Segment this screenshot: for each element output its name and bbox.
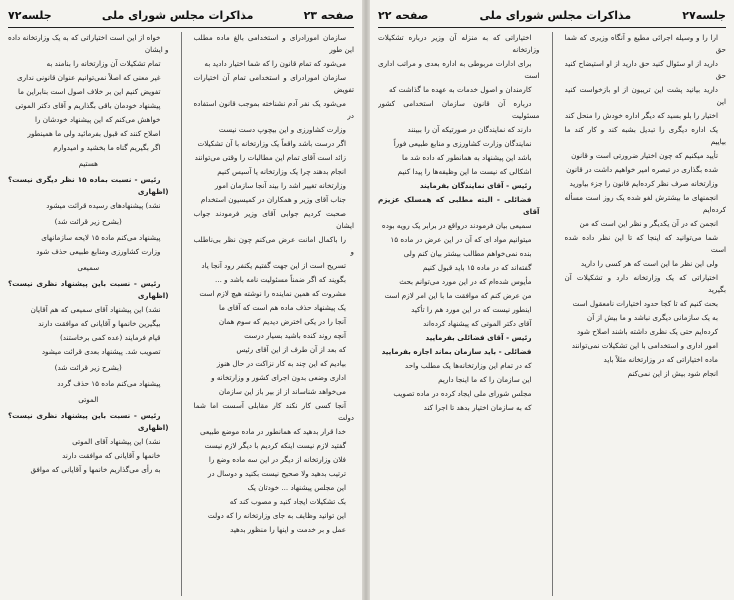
right-page-title: مذاکرات مجلس شورای ملی [479,8,632,22]
text-line: دارید از او سئوال کنید حق دارید از او استیضاح کنید حق [564,59,726,80]
text-line: اصلاح کنند که قبول بفرمائید ولی ما همینطور [27,129,161,138]
text-line: صحبت کردیم جوابی آقای وزیر فرمودند جواب ایشان [193,209,354,230]
text-line: آنجا کسی کار نکند کار مقابلی آسست اما شما دولت [193,401,354,422]
left-column-divider [181,32,182,596]
text-line: عمل و بر خدمت و اینها را منظور بدهید [230,525,346,534]
text-line: پیشنهاد می‌کنم ماده ۱۵ لایحه سازمانهای [41,233,161,242]
text-line: زائد است آقای تمام این مطالبات را وقتی می‌توانند [194,153,346,162]
text-line: رئیس - نسبت بماده ۱۵ نظر دیگری نیست؟ (اظهاری [8,175,169,196]
text-line: که بعد از آن طرف از این آقای رئیس [236,345,346,354]
left-page [0,0,362,600]
text-line: بحث کنیم که تا کجا حدود اختیارات نامعقول است [572,299,718,308]
right-page-session: جلسه۲۷ [682,8,726,22]
text-line: خدا قرار بدهید که همانطور در ماده موضع طبیعی [199,427,346,436]
text-line: آنچه روند کنده باشید بسیار درست [244,331,346,340]
text-line: رئیس - نسبت باین پیشنهاد نظری نیست؟ (اظهاری [8,279,169,300]
text-line: به یک سازمانی دیگری نباشد و ما بیش از آن [586,313,718,322]
text-line: اداری وضعی بدون اجرای کشور و وزارتخانه و [211,373,346,382]
right-page-columns [378,32,726,596]
text-line: ولی این نظر ما این است که هر کسی را دارید [580,259,718,268]
text-line: سمیعی [77,263,100,272]
text-line: رئیس - نسبت باین پیشنهاد نظری نیست؟ (اظهاری [8,411,169,432]
text-line: تأیید میکنیم که چون اختیار ضرورتی است و قانون [571,151,718,160]
text-line: اینطور نیست که در این مورد هم را تأکید [411,305,532,314]
text-line: انجام بدهند چرا یک وزارتخانه یا آسیس کنیم [217,167,346,176]
text-line: پیشنهاد می‌کنم ماده ۱۵ حذف گردد [57,379,161,388]
left-page-col-left [8,32,169,596]
text-line: که در تمام این وزارتخانه‌ها یک مطلب واحد [404,361,532,370]
text-line: کارمندان و اصول خدمات به عهده ما گذاشت که [388,85,532,94]
right-column-divider [552,32,553,596]
text-line: امور اداری و استخدامی با این تشکیلات نمی‌توانند [571,341,718,350]
text-line: این سازمان را که ما اینجا داریم [438,375,532,384]
text-line: تسریح است از این جهت گفتیم یکنفر رود آنجا یاد [201,261,346,270]
text-line: می‌شود که تمام قانون را که شما اختیار دادید به [204,59,346,68]
text-line: انجمنهای ما بیشترش لغو شده یک روز است مسأله کرده‌ایم [564,193,726,214]
text-line: مأیوس شده‌ام که در این مورد می‌توانم بحث [399,277,532,286]
text-line: نشد) این پیشنهاد آقای سمیعی که هم آقایان [30,305,161,314]
text-line: دارید بیانید پشت این تریبون از او بازخواست کنید این [564,85,726,106]
left-page-col-right [194,32,355,596]
text-line: اختیاراتی که یک وزارتخانه دارد و تشکیلات آن بگیرید [564,273,726,294]
text-line: این توانید وظایف به جای وزارتخانه را که دولت [207,511,346,520]
text-line: آنجا را در یکی اخترض دیدیم که سوم همان [218,317,346,326]
text-line: دارند که نمایندگان در صورتیکه آن را ببینند [407,125,532,134]
text-line: تمام تشکیلات آن وزارتخانه را بنامند به [46,59,161,68]
right-page [370,0,734,600]
right-header-rule [378,27,726,28]
text-line: سمیعی بیان فرمودند درواقع در برابر یک رویه بوده [381,221,532,230]
text-line: برای ادارات مربوطی به اداره بعدی و مراتب اداری است [378,59,540,80]
text-line: یک اداره دیگری را تبدیل بشبه کند و کار کند ما بیاییم [564,125,726,146]
text-line: یک پیشنهاد حذف ماده هم است که آقای ما [218,303,346,312]
text-line: باشد این پیشنهاد به همانطور که داده شد ما [401,153,532,162]
text-line: تصویب شد. پیشنهاد بعدی قرائت میشود [41,347,161,356]
text-line: رئیس - آقای نمایندگان بفرمایند [419,181,532,190]
text-line: وزارتخانه صرف نظر کرده‌ایم قانون را جزء بیاورید [569,179,718,188]
text-line: رئیس - آقای فضائلی بفرمایید [425,333,532,342]
book-gutter [362,0,370,600]
text-line: را باکمال امانت عرض می‌کنم چون نظر بی‌ناطلب و [193,235,354,256]
text-line: جناب آقای وزیر و همکاران در کمیسیون استخدام [200,195,346,204]
text-line: پیشنهاد خودمان باقی بگذاریم و آقای دکتر الموتی [15,101,161,110]
text-line: سازمان امورادرای و استخدامی بالغ ماده مطلب این طور [193,33,354,54]
left-page-header [8,4,354,26]
text-line: فضائلی - البته مطلبی که همسلک عزیزم آقای [378,195,540,216]
text-line: فلان وزارتخانه از دیگر در این سه ماده وضع را [208,455,346,464]
text-line: وزارتخانه تغییر اشد را بیند آنجا سازمان امور [214,181,346,190]
text-line: گفتید لازم نیست اینکه کردیم با دیگر لازم نیست [204,441,346,450]
text-line: انجام شود بیش از این نمی‌کنم [627,369,718,378]
text-line: (بشرح زیر قرائت شد) [54,217,122,226]
text-line: خواهش می‌کنم که این پیشنهاد خودشان را [34,115,161,124]
left-header-rule [8,27,354,28]
text-line: خواه از این است اختیاراتی که به یک وزارتخانه داده و ایشان [8,33,169,54]
text-line: نشد) پیشنهادهای رسیده قرائت میشود [46,201,161,210]
text-line: بگویند که اگر ضمناً مسئولیت نامه باشد و ... [215,275,346,284]
text-line: میتوانیم مواد ای که آن در این عرض در ماده ۱۵ [390,235,532,244]
text-line: بیگیرین خانمها و آقایانی که موافقت دارند [38,319,161,328]
right-page-col-right [565,32,727,596]
left-page-title: مذاکرات مجلس شورای ملی [101,8,254,22]
text-line: به رأی می‌گذاریم خانمها و آقایانی که موافق [30,465,161,474]
text-line: که به سازمان اختیار بدهد تا اجرا کند [423,403,532,412]
right-page-header [378,4,726,26]
text-line: ماده اختیاراتی که در وزارتخانه مثلاً باید [603,355,718,364]
text-line: وزارت کشاورزی ومنابع طبیعی حذف شود [36,247,161,256]
text-line: بک تشکیلات ایجاد کنید و مصوب کند که [229,497,346,506]
text-line: کرده‌ایم حتی یک نظری داشته باشند اصلاح شود [576,327,718,336]
left-page-session: جلسه۷۲ [8,8,52,22]
text-line: ترتیب بدهید ولا صحیح نیست بکنید و دوسال در [207,469,346,478]
text-line: تفویض کنیم این بر خلاف اصول است بنابراین ما [17,87,161,96]
text-line: انجمن که در آن یکدیگر و نظر این است که من [579,219,718,228]
text-line: اگر بگیریم گناه ما بخشید و امیدوارم [53,143,161,152]
text-line: اشکالی که نیست ما این وظیفه‌ها را پیدا کنیم [397,167,532,176]
text-line: (بشرح زیر قرائت شد) [54,363,122,372]
text-line: فضائلی - باید سازمان بماند اجازه بفرمایید [381,347,532,356]
text-line: قیام فرمایند (عده کمی برخاستند) [59,333,161,342]
text-line: بنده نمی‌خواهم مطالب بیشتر بیان کنم ولی [403,249,532,258]
text-line: می‌خواهد شناساند از از بیر باز این سازمان [218,387,346,396]
text-line: آقای دکتر الموتی که پیشنهاد کرده‌اند [423,319,532,328]
text-line: شما می‌توانید که اینجا که تا این نظر داده شده است [564,233,726,254]
right-page-col-left [378,32,540,596]
text-line: درباره آن قانون سازمان استخدامی کشور مسئولیت [378,99,540,120]
text-line: می‌شود یک نفر آدم نشناخته بموجب قانون استفاده در [193,99,354,120]
text-line: نمایندگان وزارت کشاورزی و منابع طبیعی فوراً [393,139,532,148]
text-line: مجلس شورای ملی ایجاد کرده در ماده تصویب [393,389,532,398]
text-line: شده بگذاری در تبصره امیر خواهیم داشت در قانون [566,165,718,174]
text-line: نشد) این پیشنهاد آقای الموتی [72,437,161,446]
text-line: گفته‌اند که در ماده ۱۵ باید قبول کنیم [422,263,532,272]
text-line: اگر درست باشد واقعاً یک وزارتخانه با آن تشکیلات [197,139,346,148]
text-line: سازمان امورادرای و استخدامی تمام آن اختیارات تفویض [193,73,354,94]
text-line: بیادیم که این چند به کار نزاکت در حال هنوز [216,359,346,368]
text-line: این مجلس پیشنهاد ... خودتان یک [247,483,346,492]
text-line: غیر معنی که اصلاً نمی‌توانیم عنوان قانونی نداری [17,73,161,82]
text-line: اختیاراتی که به منزله آن وزیر درباره تشکیلات وزارتخانه [378,33,540,54]
text-line: هستیم [78,159,98,168]
left-page-columns [8,32,354,596]
right-page-number: صفحه ۲۲ [378,8,429,22]
text-line: وزارت کشاورزی و این بیچوپ دست نیست [218,125,346,134]
text-line: الموتی [78,395,99,404]
left-page-number: صفحه ۲۳ [303,8,354,22]
text-line: من عرض کنم که موافقت ما با این امر لازم است [384,291,532,300]
text-line: خانمها و آقایانی که موافقت دارند [62,451,161,460]
text-line: اختیار را بلو بسید که دیگر اداره خودش را منحل کند [564,111,718,120]
text-line: مشروت که همین نماینده را نوشته هیچ لازم است [199,289,346,298]
text-line: ارا را و وسیله اجرائی مطیع و آنگاه وزیری که شما حق [564,33,726,54]
